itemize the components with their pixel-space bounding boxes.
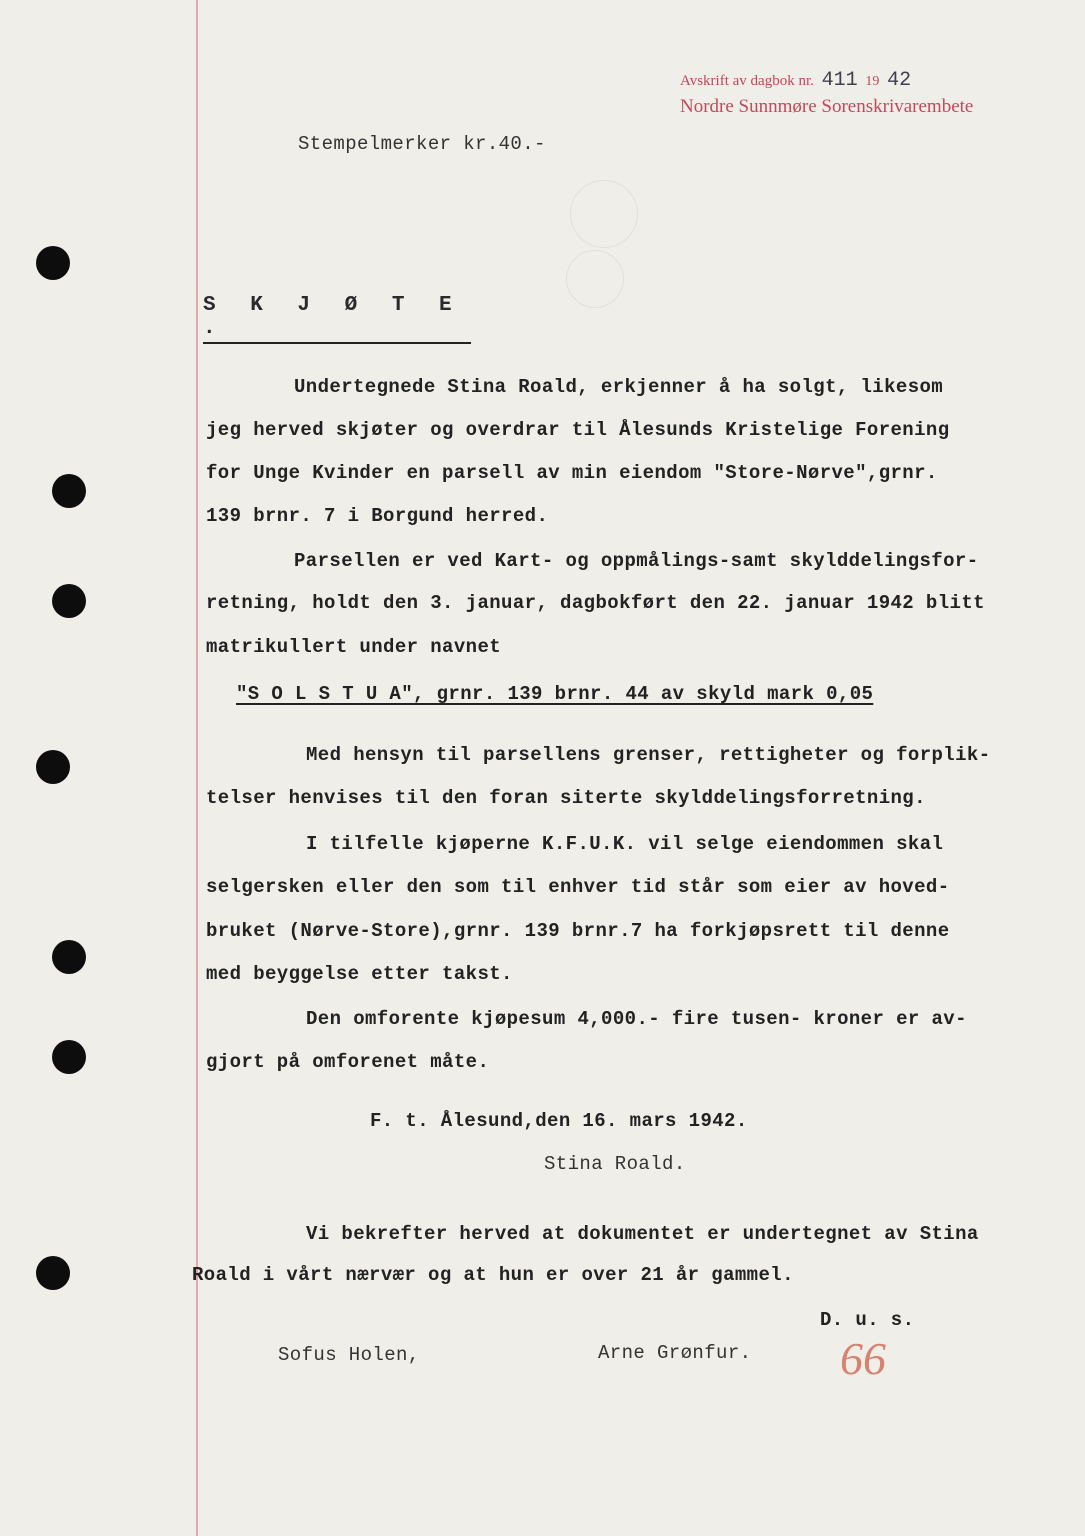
body-line: I tilfelle kjøperne K.F.U.K. vil selge eiendommen skal <box>306 833 944 855</box>
punch-hole <box>36 750 70 784</box>
stamp-year: 42 <box>887 69 912 92</box>
body-line: for Unge Kvinder en parsell av min eiendom "Store-Nørve",grnr. <box>206 462 938 484</box>
body-line: gjort på omforenet måte. <box>206 1051 490 1073</box>
witness-statement-line: Vi bekrefter herved at dokumentet er undertegnet av Stina <box>306 1223 979 1245</box>
body-line: selgersken eller den som til enhver tid står som eier av hoved- <box>206 876 950 898</box>
body-line: telser henvises til den foran siterte skylddelingsforretning. <box>206 787 926 809</box>
body-line: bruket (Nørve-Store),grnr. 139 brnr.7 ha forkjøpsrett til denne <box>206 920 950 942</box>
punch-hole <box>52 1040 86 1074</box>
document-title: S K J Ø T E . <box>203 294 471 344</box>
body-line: retning, holdt den 3. januar, dagbokført den 22. januar 1942 blitt <box>206 592 985 614</box>
margin-line <box>196 0 198 1536</box>
punch-hole <box>52 584 86 618</box>
seller-signature: Stina Roald. <box>544 1153 686 1175</box>
handwritten-page-number: 66 <box>840 1333 886 1384</box>
faint-stamp-impression <box>566 250 624 308</box>
punch-hole <box>36 246 70 280</box>
witness-signature-2: Arne Grønfur. <box>598 1342 752 1364</box>
punch-hole <box>52 940 86 974</box>
punch-hole <box>36 1256 70 1290</box>
body-line: 139 brnr. 7 i Borgund herred. <box>206 505 549 527</box>
stamp-office: Nordre Sunnmøre Sorenskrivarembete <box>680 96 974 117</box>
stamp-year-prefix: 19 <box>865 74 880 89</box>
punch-hole <box>52 474 86 508</box>
body-line: Den omforente kjøpesum 4,000.- fire tusen- kroner er av- <box>306 1008 967 1030</box>
body-line: Med hensyn til parsellens grenser, rettigheter og forplik- <box>306 744 991 766</box>
dus-signoff: D. u. s. <box>820 1309 915 1331</box>
body-line: Parsellen er ved Kart- og oppmålings-samt skylddelingsfor- <box>294 550 979 572</box>
body-line: matrikullert under navnet <box>206 636 502 658</box>
stamp-prefix: Avskrift av dagbok nr. <box>680 73 814 89</box>
witness-signature-1: Sofus Holen, <box>278 1344 420 1366</box>
body-line: Undertegnede Stina Roald, erkjenner å ha solgt, likesom <box>294 376 944 398</box>
place-date: F. t. Ålesund,den 16. mars 1942. <box>370 1110 748 1132</box>
witness-statement-line: Roald i vårt nærvær og at hun er over 21 år gammel. <box>192 1264 794 1286</box>
registry-stamp <box>680 68 973 119</box>
stamp-number: 411 <box>821 69 858 92</box>
property-name-line: "S O L S T U A", grnr. 139 brnr. 44 av skyld mark 0,05 <box>236 683 874 705</box>
body-line: med beyggelse etter takst. <box>206 963 513 985</box>
body-line: jeg herved skjøter og overdrar til Ålesunds Kristelige Forening <box>206 419 950 441</box>
faint-stamp-impression <box>570 180 638 248</box>
stamp-duty: Stempelmerker kr.40.- <box>298 133 546 155</box>
